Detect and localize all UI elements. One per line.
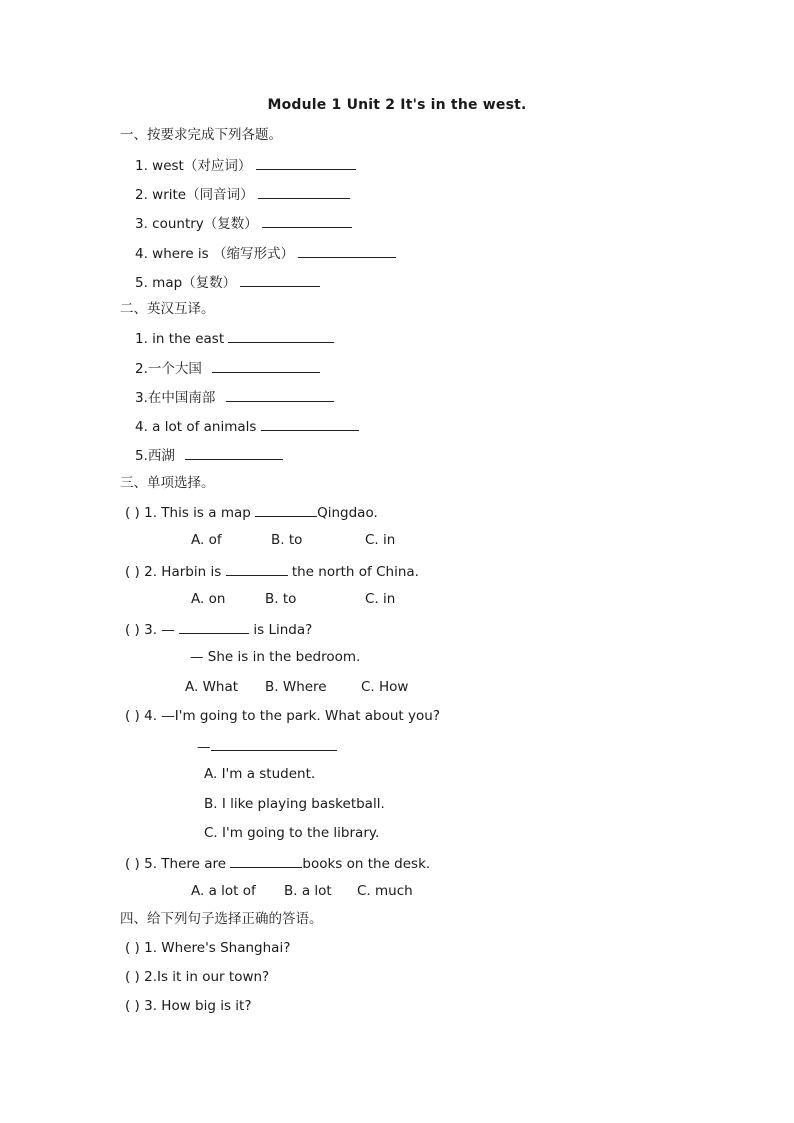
section3-heading: 三、单项选择。	[120, 475, 215, 491]
s1-item-2	[135, 183, 350, 205]
section1-heading: 一、按要求完成下列各题。	[120, 127, 282, 143]
page-title: Module 1 Unit 2 It's in the west.	[267, 97, 527, 113]
answer-paren[interactable]: ( )	[125, 564, 140, 580]
s3-q1-option-c: C. in	[365, 532, 396, 548]
s2-item-5	[135, 444, 283, 466]
s3-q2-option-b: B. to	[265, 591, 297, 607]
answer-paren[interactable]: ( )	[125, 622, 140, 638]
s3-q3-option-a: A. What	[185, 679, 239, 695]
s1-item-1-text: 1. west（对应词）	[135, 158, 252, 174]
s3-question-3	[125, 618, 312, 640]
s1-item-3	[135, 212, 352, 234]
s4-item-1-text: 1. Where's Shanghai?	[144, 940, 291, 956]
s2-item-3-text: 3.在中国南部	[135, 390, 216, 406]
s3-q2-option-c: C. in	[365, 591, 396, 607]
s1-item-2-text: 2. write（同音词）	[135, 187, 254, 203]
s1-item-4-text: 4. where is （缩写形式）	[135, 246, 295, 262]
s4-item-3-text: 3. How big is it?	[144, 998, 252, 1014]
section2-heading: 二、英汉互译。	[120, 301, 215, 317]
answer-blank[interactable]	[226, 386, 334, 402]
s4-item-3	[125, 996, 252, 1016]
s3-q3-answer-line: — She is in the bedroom.	[190, 649, 361, 665]
s3-q4-option-c: C. I'm going to the library.	[204, 825, 380, 841]
s3-q5-option-b: B. a lot	[284, 883, 332, 899]
s2-item-4-text: 4. a lot of animals	[135, 419, 257, 435]
s3-question-1	[125, 501, 378, 523]
s3-q1-post: Qingdao.	[317, 505, 378, 521]
s3-q5-post: books on the desk.	[302, 856, 431, 872]
answer-blank[interactable]	[179, 618, 249, 634]
s3-q4-dash: —	[197, 739, 211, 755]
s4-item-1	[125, 938, 290, 958]
s3-q3-option-b: B. Where	[265, 679, 327, 695]
answer-blank[interactable]	[262, 212, 352, 228]
s3-question-4	[125, 706, 440, 726]
s2-item-1	[135, 327, 334, 349]
s3-q5-option-a: A. a lot of	[191, 883, 256, 899]
s3-question-2	[125, 560, 419, 582]
s2-item-2	[135, 357, 320, 379]
answer-paren[interactable]: ( )	[125, 505, 140, 521]
s3-q3-option-c: C. How	[361, 679, 409, 695]
answer-paren[interactable]: ( )	[125, 969, 140, 985]
s2-item-3	[135, 386, 334, 408]
s2-item-1-text: 1. in the east	[135, 331, 225, 347]
answer-blank[interactable]	[185, 444, 283, 460]
section4-heading: 四、给下列句子选择正确的答语。	[120, 911, 323, 927]
answer-blank[interactable]	[228, 327, 334, 343]
s3-q4-option-b: B. I like playing basketball.	[204, 796, 385, 812]
s3-question-5	[125, 852, 430, 874]
s2-item-2-text: 2.一个大国	[135, 361, 202, 377]
s3-q4-pre: 4. —I'm going to the park. What about you?	[144, 708, 440, 724]
answer-blank[interactable]	[230, 852, 302, 868]
s4-item-2	[125, 967, 269, 987]
s3-q2-post: the north of China.	[291, 564, 419, 580]
answer-blank[interactable]	[212, 357, 320, 373]
s2-item-4	[135, 415, 359, 437]
s2-item-5-text: 5.西湖	[135, 448, 175, 464]
answer-paren[interactable]: ( )	[125, 856, 140, 872]
s3-q4-option-a: A. I'm a student.	[204, 766, 316, 782]
s3-q5-pre: 5. There are	[144, 856, 227, 872]
answer-blank[interactable]	[211, 735, 337, 751]
s3-q2-option-a: A. on	[191, 591, 226, 607]
s3-q3-post: is Linda?	[253, 622, 313, 638]
answer-blank[interactable]	[256, 154, 356, 170]
s1-item-4	[135, 242, 396, 264]
s3-q1-pre: 1. This is a map	[144, 505, 251, 521]
answer-blank[interactable]	[240, 271, 320, 287]
answer-paren[interactable]: ( )	[125, 708, 140, 724]
answer-blank[interactable]	[258, 183, 350, 199]
s1-item-1	[135, 154, 356, 176]
s3-q1-option-b: B. to	[271, 532, 303, 548]
s1-item-3-text: 3. country（复数）	[135, 216, 258, 232]
s3-q2-pre: 2. Harbin is	[144, 564, 222, 580]
s1-item-5-text: 5. map（复数）	[135, 275, 237, 291]
answer-blank[interactable]	[298, 242, 396, 258]
s1-item-5	[135, 271, 320, 293]
s4-item-2-text: 2.Is it in our town?	[144, 969, 270, 985]
answer-paren[interactable]: ( )	[125, 940, 140, 956]
s3-q1-option-a: A. of	[191, 532, 222, 548]
answer-paren[interactable]: ( )	[125, 998, 140, 1014]
s3-q3-pre: 3. —	[144, 622, 175, 638]
answer-blank[interactable]	[255, 501, 317, 517]
answer-blank[interactable]	[226, 560, 288, 576]
answer-blank[interactable]	[261, 415, 359, 431]
s3-q5-option-c: C. much	[357, 883, 413, 899]
s3-q4-response-line	[197, 735, 337, 757]
